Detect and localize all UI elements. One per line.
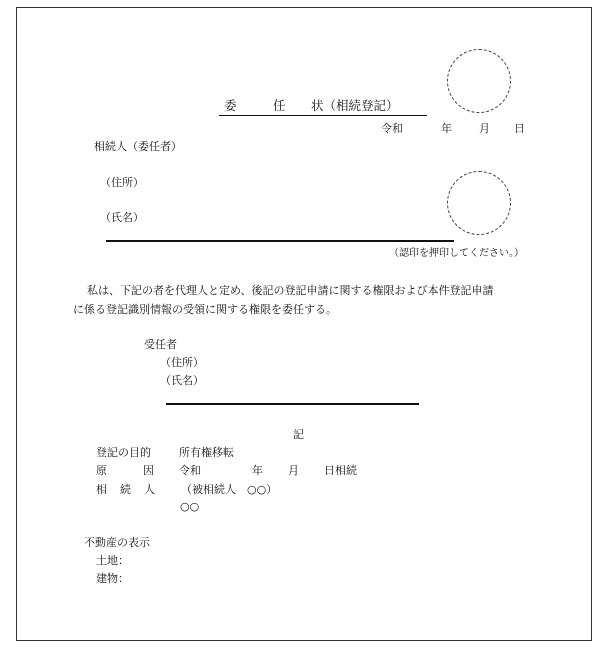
cause-label-char-1: 原 <box>96 464 107 477</box>
principal-signature-line <box>106 240 454 242</box>
date-era: 令和 <box>381 122 403 135</box>
title-char-3: 状（相続登記） <box>311 98 399 113</box>
date-month: 月 <box>479 122 490 135</box>
cause-era: 令和 <box>179 464 201 477</box>
building-label: 建物： <box>96 572 129 585</box>
cause-day: 日相続 <box>324 464 357 477</box>
purpose-label: 登記の目的 <box>96 446 151 459</box>
heir-value-line-2: ○○ <box>180 500 200 513</box>
heir-label-char-3: 人 <box>144 483 155 496</box>
agent-heading: 受任者 <box>144 338 177 351</box>
body-text-line-1: 私は、下記の者を代理人と定め、後記の登記申請に関する権限および本件登記申請 <box>87 284 494 297</box>
cause-label-char-2: 因 <box>143 464 154 477</box>
purpose-value: 所有権移転 <box>179 446 234 459</box>
seal-note: （認印を押印してください。） <box>389 248 524 259</box>
power-of-attorney-document <box>16 7 592 641</box>
principal-heading: 相続人（委任者） <box>94 140 182 153</box>
agent-signature-line <box>166 403 419 405</box>
heir-label-char-2: 続 <box>120 483 131 496</box>
agent-name-label: （氏名） <box>160 374 204 387</box>
heir-label-char-1: 相 <box>96 483 107 496</box>
property-heading: 不動産の表示 <box>84 536 150 549</box>
title-underline <box>219 115 427 116</box>
principal-name-label: （氏名） <box>100 211 144 224</box>
date-year: 年 <box>441 122 452 135</box>
date-day: 日 <box>514 122 525 135</box>
seal-circle-principal <box>447 171 511 235</box>
agent-address-label: （住所） <box>160 356 204 369</box>
principal-address-label: （住所） <box>100 176 144 189</box>
body-text-line-2: に係る登記識別情報の受領に関する権限を委任する。 <box>73 303 337 316</box>
heir-value-line-1: （被相続人 ○○） <box>181 483 278 496</box>
cause-month: 月 <box>288 464 299 477</box>
title-char-1: 委 <box>224 98 237 113</box>
ki-heading: 記 <box>293 428 304 441</box>
cause-year: 年 <box>252 464 263 477</box>
seal-circle-top <box>447 49 511 113</box>
land-label: 土地： <box>96 554 129 567</box>
title-char-2: 任 <box>273 98 286 113</box>
